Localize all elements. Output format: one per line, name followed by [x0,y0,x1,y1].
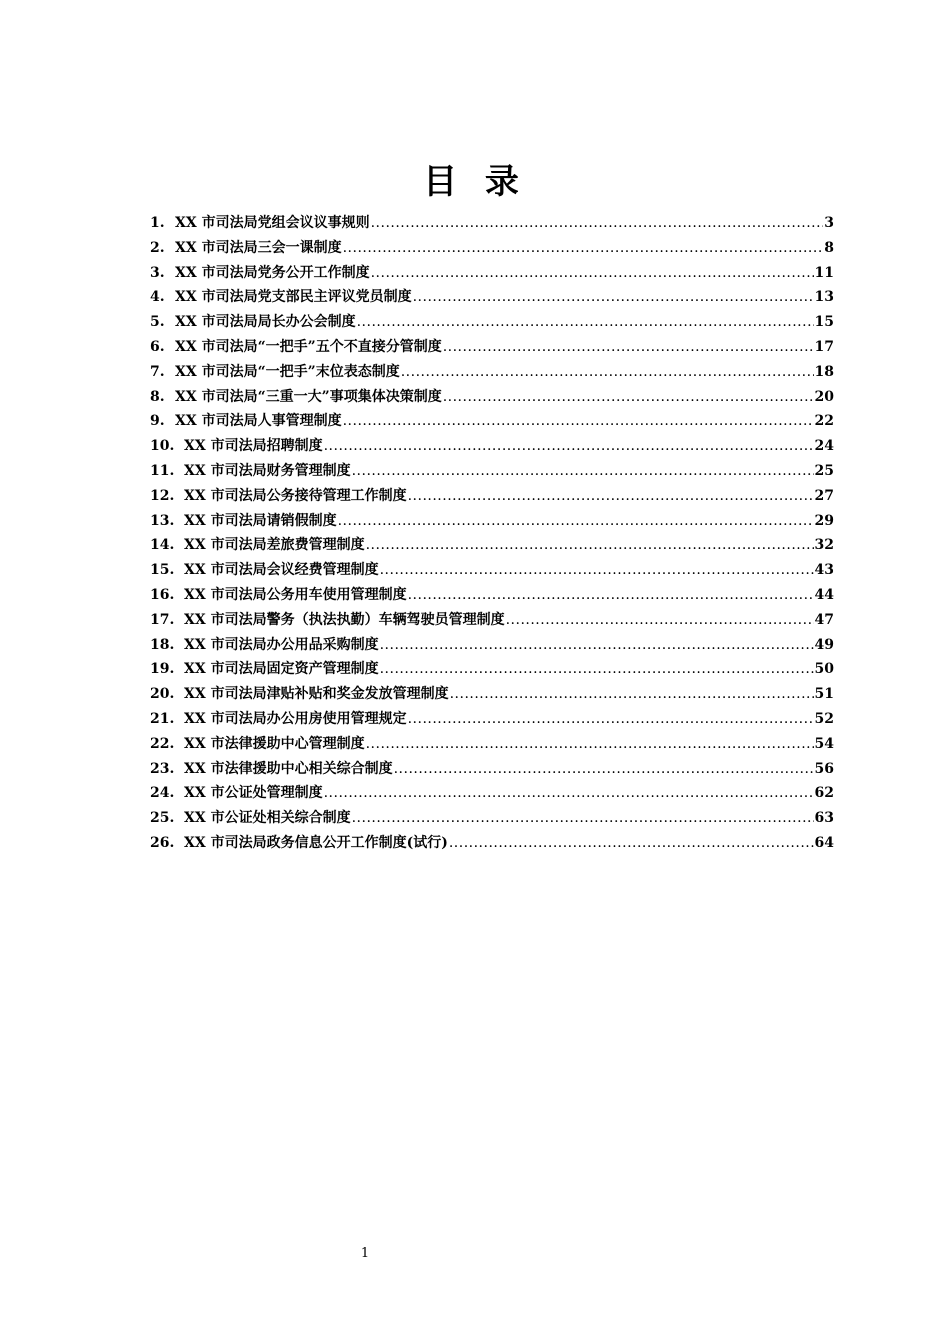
toc-entry[interactable] [150,732,834,757]
toc-entry[interactable] [150,558,834,583]
toc-entry-page: 32 [814,537,834,554]
toc-entry-title: XX 市公证处相关综合制度 [184,810,351,827]
toc-leader-dots [343,236,824,261]
toc-leader-dots [371,211,824,236]
toc-leader-dots [443,385,814,410]
toc-entry-number: 10. [150,438,175,455]
toc-leader-dots [408,707,814,732]
toc-entry[interactable] [150,484,834,509]
toc-entry[interactable] [150,682,834,707]
toc-leader-dots [450,682,814,707]
page-number: 1 [360,1246,370,1261]
toc-leader-dots [443,335,814,360]
toc-entry-number: 2. [150,239,165,256]
toc-entry-page: 47 [814,611,834,628]
toc-entry-page: 3 [824,215,834,231]
toc-entry-page: 50 [814,661,834,678]
toc-entry[interactable] [150,261,834,286]
toc-entry[interactable] [150,385,834,410]
toc-entry-title: XX 市法律援助中心相关综合制度 [184,760,393,777]
toc-entry-page: 27 [814,487,834,504]
toc-entry-title: XX 市司法局三会一课制度 [175,239,342,256]
toc-leader-dots [366,533,814,558]
toc-leader-dots [449,831,814,856]
toc-entry-title: XX 市司法局公务用车使用管理制度 [184,586,407,603]
toc-entry[interactable] [150,509,834,534]
toc-entry-title: XX 市司法局“一把手”五个不直接分管制度 [175,338,442,355]
toc-entry-title: XX 市司法局办公用品采购制度 [184,636,379,653]
toc-entry-page: 63 [814,810,834,827]
toc-entry[interactable] [150,583,834,608]
toc-entry[interactable] [150,459,834,484]
toc-entry-number: 8. [150,388,165,405]
toc-entry-number: 19. [150,661,175,678]
toc-entry-number: 13. [150,512,175,529]
toc-entry[interactable] [150,310,834,335]
toc-entry-number: 12. [150,487,175,504]
toc-entry-title: XX 市司法局会议经费管理制度 [184,562,379,579]
toc-entry[interactable] [150,360,834,385]
toc-entry[interactable] [150,633,834,658]
toc-entry-number: 25. [150,810,175,827]
toc-leader-dots [366,732,814,757]
toc-entry-number: 4. [150,289,165,306]
toc-entry[interactable] [150,236,834,261]
toc-leader-dots [380,558,814,583]
toc-entry[interactable] [150,434,834,459]
page-title: 目 录 [423,162,527,202]
toc-leader-dots [394,757,814,782]
toc-entry-number: 20. [150,686,175,703]
toc-entry-page: 64 [814,834,834,851]
toc-entry-title: XX 市司法局“三重一大”事项集体决策制度 [175,388,442,405]
toc-entry[interactable] [150,831,834,856]
toc-entry[interactable] [150,533,834,558]
toc-entry-number: 17. [150,611,175,628]
toc-entry-title: XX 市司法局请销假制度 [184,512,337,529]
toc-entry-page: 17 [814,338,834,355]
toc-entry-title: XX 市法律援助中心管理制度 [184,735,365,752]
toc-entry-title: XX 市司法局局长办公会制度 [175,314,356,331]
toc-entry-number: 3. [150,264,165,281]
toc-entry-number: 26. [150,834,175,851]
toc-leader-dots [338,509,814,534]
toc-entry-number: 7. [150,363,165,380]
table-of-contents [150,211,834,856]
toc-leader-dots [380,633,814,658]
toc-entry-title: XX 市司法局“一把手”末位表态制度 [175,363,400,380]
toc-entry[interactable] [150,781,834,806]
toc-entry-page: 56 [814,760,834,777]
toc-entry-page: 29 [814,512,834,529]
toc-entry-page: 54 [814,735,834,752]
toc-entry-title: XX 市司法局党务公开工作制度 [175,264,370,281]
toc-entry-title: XX 市司法局招聘制度 [184,438,323,455]
toc-leader-dots [324,434,814,459]
toc-entry-number: 24. [150,785,175,802]
toc-entry-page: 24 [814,438,834,455]
toc-entry-title: XX 市司法局人事管理制度 [175,413,342,430]
toc-entry-page: 13 [814,289,834,306]
toc-entry-number: 15. [150,562,175,579]
toc-entry-page: 51 [814,686,834,703]
toc-entry[interactable] [150,211,834,236]
toc-entry-page: 8 [824,239,834,256]
toc-entry-number: 21. [150,710,175,727]
toc-entry-title: XX 市司法局党支部民主评议党员制度 [175,289,412,306]
toc-entry-title: XX 市公证处管理制度 [184,785,323,802]
toc-entry-page: 22 [814,413,834,430]
toc-leader-dots [506,608,814,633]
toc-entry[interactable] [150,806,834,831]
toc-entry-title: XX 市司法局财务管理制度 [184,462,351,479]
toc-leader-dots [408,484,814,509]
toc-leader-dots [357,310,814,335]
toc-entry-page: 25 [814,462,834,479]
toc-entry-title: XX 市司法局津贴补贴和奖金发放管理制度 [184,686,449,703]
toc-leader-dots [343,409,814,434]
toc-entry[interactable] [150,657,834,682]
toc-entry-number: 14. [150,537,175,554]
toc-entry-page: 49 [814,636,834,653]
toc-entry-number: 9. [150,413,165,430]
toc-entry-page: 18 [814,363,834,380]
toc-entry[interactable] [150,335,834,360]
toc-leader-dots [352,806,814,831]
toc-leader-dots [371,261,814,286]
toc-leader-dots [413,285,814,310]
toc-leader-dots [352,459,814,484]
toc-entry[interactable] [150,707,834,732]
toc-entry-page: 20 [814,388,834,405]
toc-entry[interactable] [150,757,834,782]
toc-entry-number: 18. [150,636,175,653]
toc-entry[interactable] [150,409,834,434]
toc-entry-title: XX 市司法局警务（执法执勤）车辆驾驶员管理制度 [184,611,505,628]
toc-entry-page: 62 [814,785,834,802]
toc-entry-number: 11. [150,462,175,479]
toc-entry[interactable] [150,608,834,633]
toc-entry-page: 15 [814,314,834,331]
toc-entry-number: 1. [150,215,165,231]
toc-entry-title: XX 市司法局固定资产管理制度 [184,661,379,678]
toc-entry-number: 5. [150,314,165,331]
toc-entry-title: XX 市司法局办公用房使用管理规定 [184,710,407,727]
toc-leader-dots [324,781,814,806]
toc-entry-page: 11 [814,264,834,281]
toc-entry-page: 52 [814,710,834,727]
toc-entry-number: 23. [150,760,175,777]
toc-entry-page: 43 [814,562,834,579]
toc-entry-page: 44 [814,586,834,603]
toc-entry-title: XX 市司法局差旅费管理制度 [184,537,365,554]
toc-entry-number: 6. [150,338,165,355]
toc-leader-dots [401,360,814,385]
toc-entry-title: XX 市司法局公务接待管理工作制度 [184,487,407,504]
toc-entry-title: XX 市司法局党组会议议事规则 [175,215,370,231]
toc-entry-number: 16. [150,586,175,603]
toc-entry-title: XX 市司法局政务信息公开工作制度(试行) [184,834,448,851]
toc-leader-dots [408,583,814,608]
toc-leader-dots [380,657,814,682]
toc-entry[interactable] [150,285,834,310]
toc-entry-number: 22. [150,735,175,752]
